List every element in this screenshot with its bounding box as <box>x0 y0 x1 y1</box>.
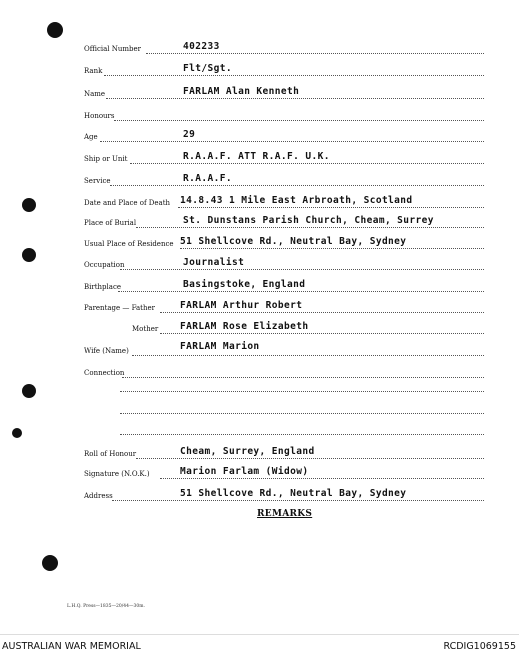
roll-value: Cheam, Surrey, England <box>180 446 315 457</box>
row-official-number <box>0 41 519 55</box>
service-label: Service <box>84 177 111 185</box>
row-honours <box>0 108 519 122</box>
connection-label: Connection <box>84 369 125 377</box>
printer-imprint: L.H.Q. Press—1835—20/44—30m. <box>67 604 145 609</box>
row-wife <box>0 343 519 357</box>
residence-label: Usual Place of Residence <box>84 240 174 248</box>
burial-value: St. Dunstans Parish Church, Cheam, Surrey <box>183 215 434 226</box>
row-residence <box>0 236 519 250</box>
age-value: 29 <box>183 129 196 140</box>
remarks-heading: REMARKS <box>257 509 313 519</box>
row-service <box>0 173 519 187</box>
name-value: FARLAM Alan Kenneth <box>183 86 300 97</box>
footer-record-id: RCDIG1069155 <box>443 641 516 652</box>
death-value: 14.8.43 1 Mile East Arbroath, Scotland <box>180 195 413 206</box>
birthplace-label: Birthplace <box>84 283 122 291</box>
birthplace-value: Basingstoke, England <box>183 279 306 290</box>
burial-label: Place of Burial <box>84 219 137 227</box>
row-death <box>0 195 519 209</box>
punch-hole-bottom <box>12 428 22 438</box>
punch-hole-base <box>42 555 58 571</box>
wife-label: Wife (Name) <box>84 347 129 355</box>
roll-label: Roll of Honour <box>84 450 137 458</box>
row-father <box>0 300 519 314</box>
rank-value: Flt/Sgt. <box>183 63 232 74</box>
row-rank <box>0 63 519 77</box>
father-label: Parentage — Father <box>84 304 155 312</box>
signature-value: Marion Farlam (Widow) <box>180 466 309 477</box>
row-age <box>0 129 519 143</box>
connection-line-3 <box>120 413 484 414</box>
row-connection <box>0 365 519 379</box>
mother-value: FARLAM Rose Elizabeth <box>180 321 309 332</box>
name-label: Name <box>84 90 106 98</box>
connection-line-4 <box>120 434 484 435</box>
footer-institution: AUSTRALIAN WAR MEMORIAL <box>2 641 141 652</box>
honours-label: Honours <box>84 112 115 120</box>
row-signature <box>0 466 519 480</box>
row-mother <box>0 321 519 335</box>
father-value: FARLAM Arthur Robert <box>180 300 303 311</box>
occupation-label: Occupation <box>84 261 125 269</box>
row-birthplace <box>0 279 519 293</box>
row-address <box>0 488 519 502</box>
punch-hole-lower <box>22 384 36 398</box>
archive-footer <box>0 634 519 655</box>
connection-line-2 <box>120 391 484 392</box>
ship-value: R.A.A.F. ATT R.A.F. U.K. <box>183 151 330 162</box>
address-value: 51 Shellcove Rd., Neutral Bay, Sydney <box>180 488 407 499</box>
row-name <box>0 86 519 100</box>
row-ship-or-unit <box>0 151 519 165</box>
official-number-label: Official Number <box>84 45 141 53</box>
occupation-value: Journalist <box>183 257 245 268</box>
row-occupation <box>0 257 519 271</box>
row-burial <box>0 215 519 229</box>
service-value: R.A.A.F. <box>183 173 232 184</box>
wife-value: FARLAM Marion <box>180 341 260 352</box>
residence-value: 51 Shellcove Rd., Neutral Bay, Sydney <box>180 236 407 247</box>
row-roll-of-honour <box>0 446 519 460</box>
age-label: Age <box>84 133 98 141</box>
death-label: Date and Place of Death <box>84 199 171 207</box>
punch-hole-top <box>47 22 63 38</box>
rank-label: Rank <box>84 67 103 75</box>
address-label: Address <box>84 492 113 500</box>
signature-label: Signature (N.O.K.) <box>84 470 150 478</box>
ship-label: Ship or Unit <box>84 155 128 163</box>
mother-label: Mother <box>132 325 159 333</box>
official-number-value: 402233 <box>183 41 220 52</box>
